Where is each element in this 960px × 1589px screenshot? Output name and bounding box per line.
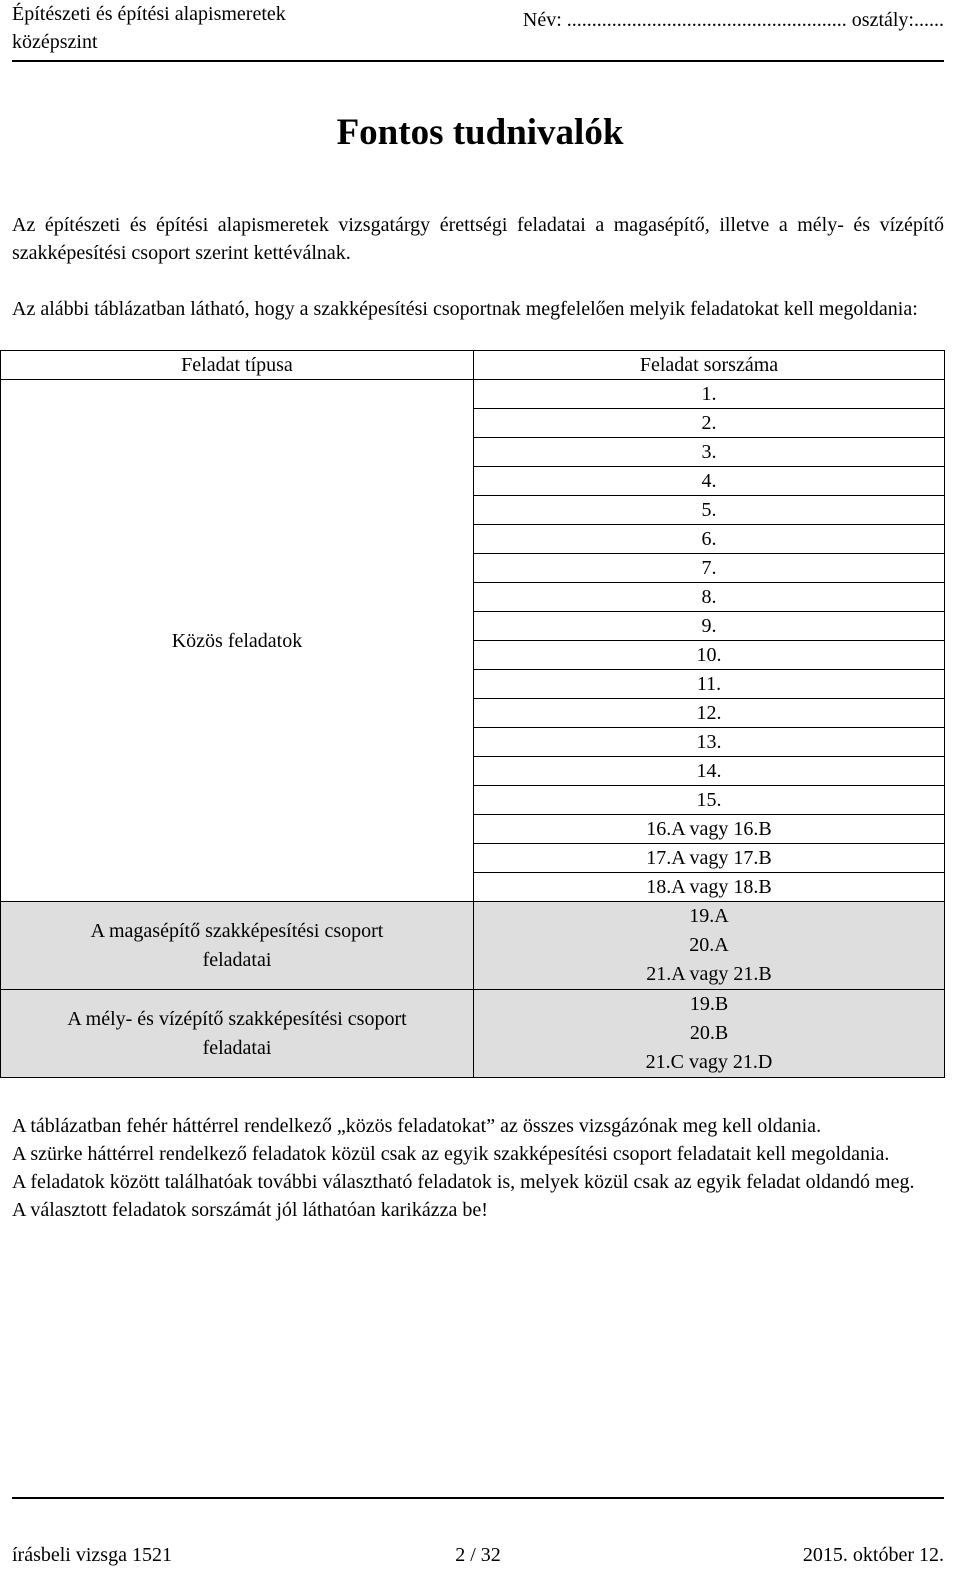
task-number: 20.A [689,934,729,956]
task-number-cell: 10. [474,641,945,670]
task-number-cell: 14. [474,757,945,786]
common-tasks-group [1,380,945,902]
task-number-cell: 7. [474,554,945,583]
task-table [0,350,945,1078]
page-number: 2 / 32 [455,1544,501,1566]
subject-title [12,0,286,56]
subject-level: középszint [12,31,98,53]
task-number-cell: 16.A vagy 16.B [474,815,945,844]
task-number-cell: 8. [474,583,945,612]
table-row [1,380,945,409]
group-a-row [1,902,945,990]
task-number-cell: 9. [474,612,945,641]
task-number-cell: 1. [474,380,945,409]
task-number: 19.B [689,993,729,1015]
intro-paragraph-1: Az építészeti és építési alapismeretek vizsgatárgy érettségi feladatai a magasépítő, illetve a mély- és vízépítő szakképesítési csoport szerint kettéválnak. [12,214,944,264]
task-number-cell: 17.A vagy 17.B [474,844,945,873]
note-gray: A szürke háttérrel rendelkező feladatok közül csak az egyik szakképesítési csoport feladatait kell megoldania. [12,1143,890,1165]
task-number-cell: 4. [474,467,945,496]
subject-name: Építészeti és építési alapismeretek [12,3,286,25]
group-b-row [1,990,945,1078]
page-title: Fontos tudnivalók [336,112,624,153]
task-number-cell: 13. [474,728,945,757]
group-a-label [1,902,474,990]
task-number-cell: 18.A vagy 18.B [474,873,945,902]
instructions [12,1112,944,1224]
note-common: A táblázatban fehér háttérrel rendelkező „közös feladatokat” az összes vizsgázónak meg kell oldania. [12,1115,822,1137]
note-circle: A választott feladatok sorszámát jól láthatóan karikázza be! [12,1199,488,1221]
group-b-label-line-2: feladatai [202,1036,272,1059]
group-b-label-line-1: A mély- és vízépítő szakképesítési csoport [67,1007,407,1030]
page-header [12,0,944,62]
note-optional: A feladatok között találhatóak további választható feladatok is, melyek közül csak az egyik feladat oldandó meg. [12,1171,915,1193]
group-b-label [1,990,474,1078]
common-tasks-label: Közös feladatok [1,380,474,902]
task-number-cell: 12. [474,699,945,728]
group-b-numbers [474,990,945,1078]
task-number-cell: 15. [474,786,945,815]
task-number: 19.A [689,905,729,927]
header-task-number: Feladat sorszáma [474,351,945,380]
task-number-cell: 5. [474,496,945,525]
task-number: 21.C vagy 21.D [645,1051,773,1073]
group-a-label-line-1: A magasépítő szakképesítési csoport [90,919,384,942]
page-footer [12,1497,944,1566]
task-number-cell: 2. [474,409,945,438]
group-a-label-line-2: feladatai [202,948,272,971]
task-number: 21.A vagy 21.B [646,963,772,985]
task-number-cell: 3. [474,438,945,467]
name-class-field: Név: ........................................................ osztály:...... [522,9,944,31]
intro-paragraph-2: Az alábbi táblázatban látható, hogy a szakképesítési csoportnak megfelelően melyik feladatokat kell megoldania: [12,298,918,320]
table-header-row [1,351,945,380]
group-a-numbers [474,902,945,990]
exam-code: írásbeli vizsga 1521 [12,1544,172,1566]
task-number-cell: 6. [474,525,945,554]
task-number-cell: 11. [474,670,945,699]
task-number: 20.B [689,1022,729,1044]
header-task-type: Feladat típusa [1,351,474,380]
exam-date: 2015. október 12. [802,1544,944,1566]
